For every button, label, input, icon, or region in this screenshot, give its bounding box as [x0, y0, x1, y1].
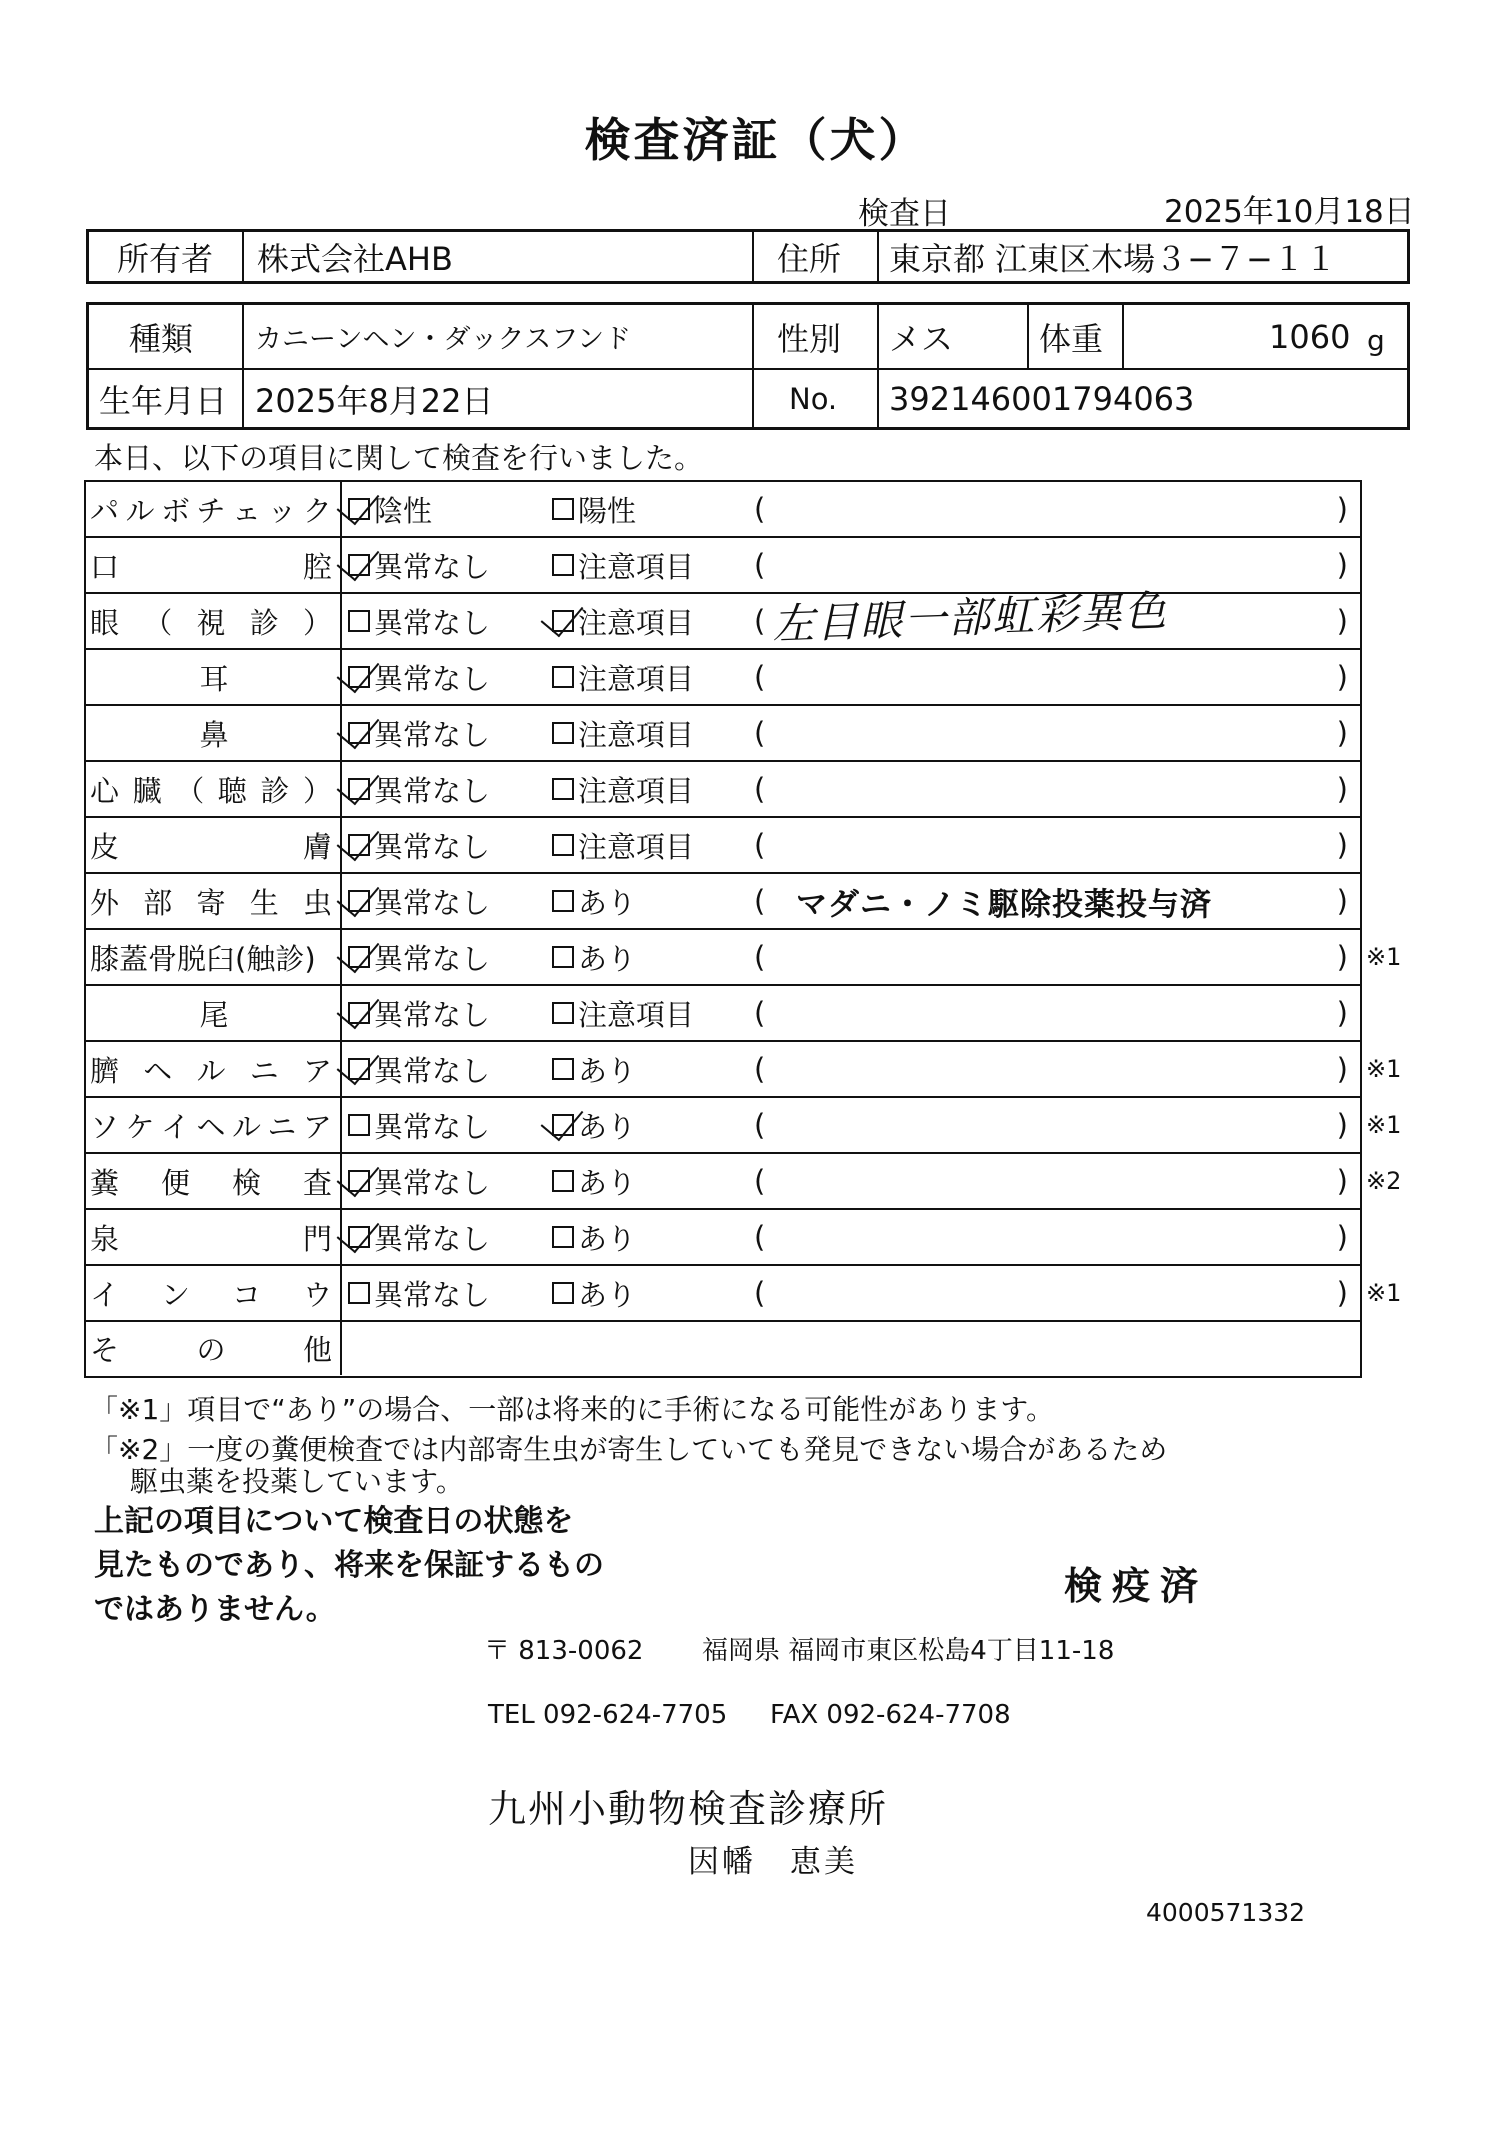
option-1[interactable] [348, 1098, 490, 1152]
item-label: 口 腔 [90, 549, 332, 584]
option-2[interactable] [552, 930, 636, 984]
open-paren: ( [754, 548, 766, 582]
footnote-2-line-1: 「※2」一度の糞便検査では内部寄生虫が寄生していても発見できない場合があるため [90, 1433, 1168, 1466]
sex-label: 性別 [777, 319, 842, 358]
birth-label: 生年月日 [99, 382, 228, 420]
option-label: 注意項目 [578, 717, 695, 752]
empty-box-icon[interactable] [552, 890, 574, 912]
checked-box-icon[interactable] [348, 1058, 370, 1080]
table-row [86, 930, 1402, 986]
clinic-fax: FAX 092-624-7708 [770, 1700, 1011, 1730]
option-label: 異常なし [374, 1277, 491, 1312]
table-row [86, 818, 1360, 874]
animal-info-box [86, 302, 1410, 430]
item-label: 外 部 寄 生 虫 [90, 885, 332, 920]
item-label: 眼 （ 視 診 ） [90, 605, 332, 640]
option-2[interactable] [552, 594, 694, 648]
disclaimer-line-1: 上記の項目について検査日の状態を [94, 1504, 574, 1539]
option-label: 異常なし [374, 1165, 491, 1200]
option-2[interactable] [552, 538, 694, 592]
table-row [86, 650, 1360, 706]
open-paren: ( [754, 772, 766, 806]
open-paren: ( [754, 996, 766, 1030]
open-paren: ( [754, 940, 766, 974]
option-2[interactable] [552, 706, 694, 760]
empty-box-icon[interactable] [552, 778, 574, 800]
checked-box-icon[interactable] [348, 946, 370, 968]
option-1[interactable] [348, 762, 490, 816]
item-label: 泉 門 [90, 1221, 332, 1256]
empty-box-icon[interactable] [552, 946, 574, 968]
option-2[interactable] [552, 482, 636, 536]
option-1[interactable] [348, 482, 432, 536]
option-label: あり [578, 1053, 637, 1088]
owner-label: 所有者 [117, 239, 214, 278]
option-2[interactable] [552, 1266, 636, 1320]
option-label: あり [578, 885, 637, 920]
column-divider [340, 1266, 342, 1320]
owner-box [86, 229, 1410, 284]
option-label: あり [578, 1109, 637, 1144]
option-2[interactable] [552, 818, 694, 872]
option-1[interactable] [348, 874, 490, 928]
footnote-2-line-2: 駆虫薬を投薬しています。 [130, 1465, 464, 1498]
checked-box-icon[interactable] [348, 1226, 370, 1248]
close-paren: ) [1336, 940, 1348, 974]
option-label: 注意項目 [578, 829, 695, 864]
option-label: 注意項目 [578, 997, 695, 1032]
weight-unit: g [1367, 324, 1385, 357]
other-label: そ の 他 [90, 1333, 332, 1367]
column-divider [340, 594, 342, 648]
breed-value: カニーンヘン・ダックスフンド [255, 324, 632, 355]
intro-text: 本日、以下の項目に関して検査を行いました。 [94, 441, 704, 475]
option-2[interactable] [552, 762, 694, 816]
clinic-name: 九州小動物検査診療所 [488, 1787, 889, 1831]
breed-label: 種類 [129, 319, 194, 358]
table-row [86, 1154, 1402, 1210]
option-1[interactable] [348, 1210, 490, 1264]
open-paren: ( [754, 884, 766, 918]
close-paren: ) [1336, 1052, 1348, 1086]
empty-box-icon[interactable] [552, 1002, 574, 1024]
option-label: 異常なし [374, 605, 491, 640]
open-paren: ( [754, 1276, 766, 1310]
option-1[interactable] [348, 594, 490, 648]
empty-box-icon[interactable] [552, 554, 574, 576]
close-paren: ) [1336, 716, 1348, 750]
option-2[interactable] [552, 986, 694, 1040]
checked-box-icon[interactable] [348, 554, 370, 576]
table-row [86, 482, 1360, 538]
empty-box-icon[interactable] [552, 1170, 574, 1192]
checked-box-icon[interactable] [552, 610, 574, 632]
option-label: 異常なし [374, 1109, 491, 1144]
item-label: 糞 便 検 査 [90, 1165, 332, 1200]
close-paren: ) [1336, 1276, 1348, 1310]
empty-box-icon[interactable] [552, 1282, 574, 1304]
postal-code: 〒 813-0062 [484, 1636, 644, 1666]
item-label: 耳 [199, 661, 229, 696]
disclaimer-line-2: 見たものであり、将来を保証するもの [94, 1548, 604, 1583]
item-label: 鼻 [199, 717, 229, 752]
option-1[interactable] [348, 986, 490, 1040]
option-label: あり [578, 1277, 637, 1312]
item-label: 膝蓋骨脱臼(触診) [90, 941, 316, 976]
disclaimer-line-3: ではありません。 [94, 1592, 336, 1627]
birth-value: 2025年8月22日 [255, 382, 494, 420]
item-label: パ ル ボ チ ェ ッ ク [90, 493, 332, 528]
table-row [86, 874, 1360, 930]
empty-box-icon[interactable] [552, 722, 574, 744]
option-label: 異常なし [374, 717, 491, 752]
clinic-tel: TEL 092-624-7705 [488, 1700, 728, 1730]
checked-box-icon[interactable] [348, 666, 370, 688]
option-label: あり [578, 1221, 637, 1256]
open-paren: ( [754, 1220, 766, 1254]
document-number: 4000571332 [1146, 1898, 1306, 1927]
close-paren: ) [1336, 828, 1348, 862]
option-1[interactable] [348, 1154, 490, 1208]
option-label: 異常なし [374, 773, 491, 808]
option-label: 異常なし [374, 661, 491, 696]
close-paren: ) [1336, 492, 1348, 526]
option-1[interactable] [348, 650, 490, 704]
column-divider [340, 1322, 342, 1375]
exam-date: 2025年10月18日 [1164, 194, 1415, 230]
option-2[interactable] [552, 1210, 636, 1264]
option-label: 異常なし [374, 997, 491, 1032]
close-paren: ) [1336, 772, 1348, 806]
option-2[interactable] [552, 650, 694, 704]
table-row [86, 706, 1360, 762]
no-label: No. [789, 382, 838, 416]
option-label: 注意項目 [578, 605, 695, 640]
close-paren: ) [1336, 548, 1348, 582]
option-2[interactable] [552, 1098, 636, 1152]
open-paren: ( [754, 1052, 766, 1086]
empty-box-icon[interactable] [348, 610, 370, 632]
table-row [86, 1266, 1402, 1322]
checked-box-icon[interactable] [348, 834, 370, 856]
option-1[interactable] [348, 1266, 490, 1320]
table-row [86, 538, 1360, 594]
option-label: 異常なし [374, 549, 491, 584]
item-label: ソ ケ イ ヘ ル ニ ア [90, 1109, 332, 1144]
footnote-mark: ※2 [1366, 1167, 1402, 1195]
veterinarian-name: 因幡 恵美 [688, 1844, 858, 1880]
open-paren: ( [754, 1108, 766, 1142]
item-label: 心 臓 （ 聴 診 ） [90, 773, 332, 808]
option-label: 陽性 [578, 493, 637, 528]
close-paren: ) [1336, 1108, 1348, 1142]
close-paren: ) [1336, 884, 1348, 918]
option-label: 陰性 [374, 493, 433, 528]
empty-box-icon[interactable] [552, 834, 574, 856]
option-label: 異常なし [374, 885, 491, 920]
option-label: 注意項目 [578, 773, 695, 808]
open-paren: ( [754, 604, 766, 638]
option-label: 注意項目 [578, 661, 695, 696]
open-paren: ( [754, 660, 766, 694]
footnote-mark: ※1 [1366, 1111, 1402, 1139]
table-row [86, 1098, 1402, 1154]
option-2[interactable] [552, 1042, 636, 1096]
close-paren: ) [1336, 604, 1348, 638]
checked-box-icon[interactable] [552, 1114, 574, 1136]
item-label: 尾 [199, 997, 229, 1032]
empty-box-icon[interactable] [552, 666, 574, 688]
item-label: 皮 膚 [90, 829, 332, 864]
option-2[interactable] [552, 874, 636, 928]
registration-number: 392146001794063 [889, 380, 1195, 418]
option-1[interactable] [348, 818, 490, 872]
table-row [86, 1042, 1402, 1098]
checked-box-icon[interactable] [348, 1002, 370, 1024]
option-label: 異常なし [374, 829, 491, 864]
weight-value: 1060 [1269, 317, 1351, 356]
footnote-mark: ※1 [1366, 1279, 1402, 1307]
checked-box-icon[interactable] [348, 722, 370, 744]
table-row [86, 1210, 1360, 1266]
checked-box-icon[interactable] [348, 778, 370, 800]
item-label: 臍 ヘ ル ニ ア [90, 1053, 332, 1088]
option-1[interactable] [348, 1042, 490, 1096]
option-label: あり [578, 1165, 637, 1200]
option-label: 異常なし [374, 1053, 491, 1088]
owner-value: 株式会社AHB [257, 239, 453, 278]
quarantine-stamp: 検疫済 [1064, 1564, 1209, 1608]
close-paren: ) [1336, 1164, 1348, 1198]
close-paren: ) [1336, 660, 1348, 694]
option-label: 異常なし [374, 1221, 491, 1256]
empty-box-icon[interactable] [348, 1282, 370, 1304]
close-paren: ) [1336, 1220, 1348, 1254]
open-paren: ( [754, 492, 766, 526]
sex-value: メス [889, 319, 954, 358]
option-2[interactable] [552, 1154, 636, 1208]
footnote-1: 「※1」項目で“あり”の場合、一部は将来的に手術になる可能性があります。 [90, 1393, 1055, 1426]
page-title: 検査済証（犬） [584, 113, 928, 167]
clinic-address: 福岡県 福岡市東区松島4丁目11-18 [702, 1636, 1115, 1666]
option-1[interactable] [348, 538, 490, 592]
empty-box-icon[interactable] [348, 1114, 370, 1136]
open-paren: ( [754, 716, 766, 750]
empty-box-icon[interactable] [552, 1058, 574, 1080]
footnote-mark: ※1 [1366, 943, 1402, 971]
option-1[interactable] [348, 706, 490, 760]
address-label: 住所 [777, 239, 842, 278]
checked-box-icon[interactable] [348, 498, 370, 520]
address-value: 東京都 江東区木場３−７−１１ [889, 239, 1337, 278]
weight-label: 体重 [1039, 319, 1104, 358]
inspection-table [84, 480, 1402, 1378]
handwritten-note: 左目眼一部虹彩異色 [771, 586, 1169, 649]
empty-box-icon[interactable] [552, 1226, 574, 1248]
table-row [86, 586, 1360, 650]
table-row [86, 986, 1360, 1042]
option-label: 注意項目 [578, 549, 695, 584]
open-paren: ( [754, 828, 766, 862]
option-label: あり [578, 941, 637, 976]
remark-text: マダニ・ノミ駆除投薬投与済 [796, 886, 1212, 923]
close-paren: ) [1336, 996, 1348, 1030]
column-divider [340, 1098, 342, 1152]
table-row [86, 762, 1360, 818]
exam-date-label: 検査日 [858, 196, 951, 232]
footnote-mark: ※1 [1366, 1055, 1402, 1083]
option-label: 異常なし [374, 941, 491, 976]
checked-box-icon[interactable] [348, 890, 370, 912]
item-label: イ ン コ ウ [90, 1277, 332, 1312]
empty-box-icon[interactable] [552, 498, 574, 520]
checked-box-icon[interactable] [348, 1170, 370, 1192]
option-1[interactable] [348, 930, 490, 984]
other-row [86, 1322, 1360, 1375]
open-paren: ( [754, 1164, 766, 1198]
